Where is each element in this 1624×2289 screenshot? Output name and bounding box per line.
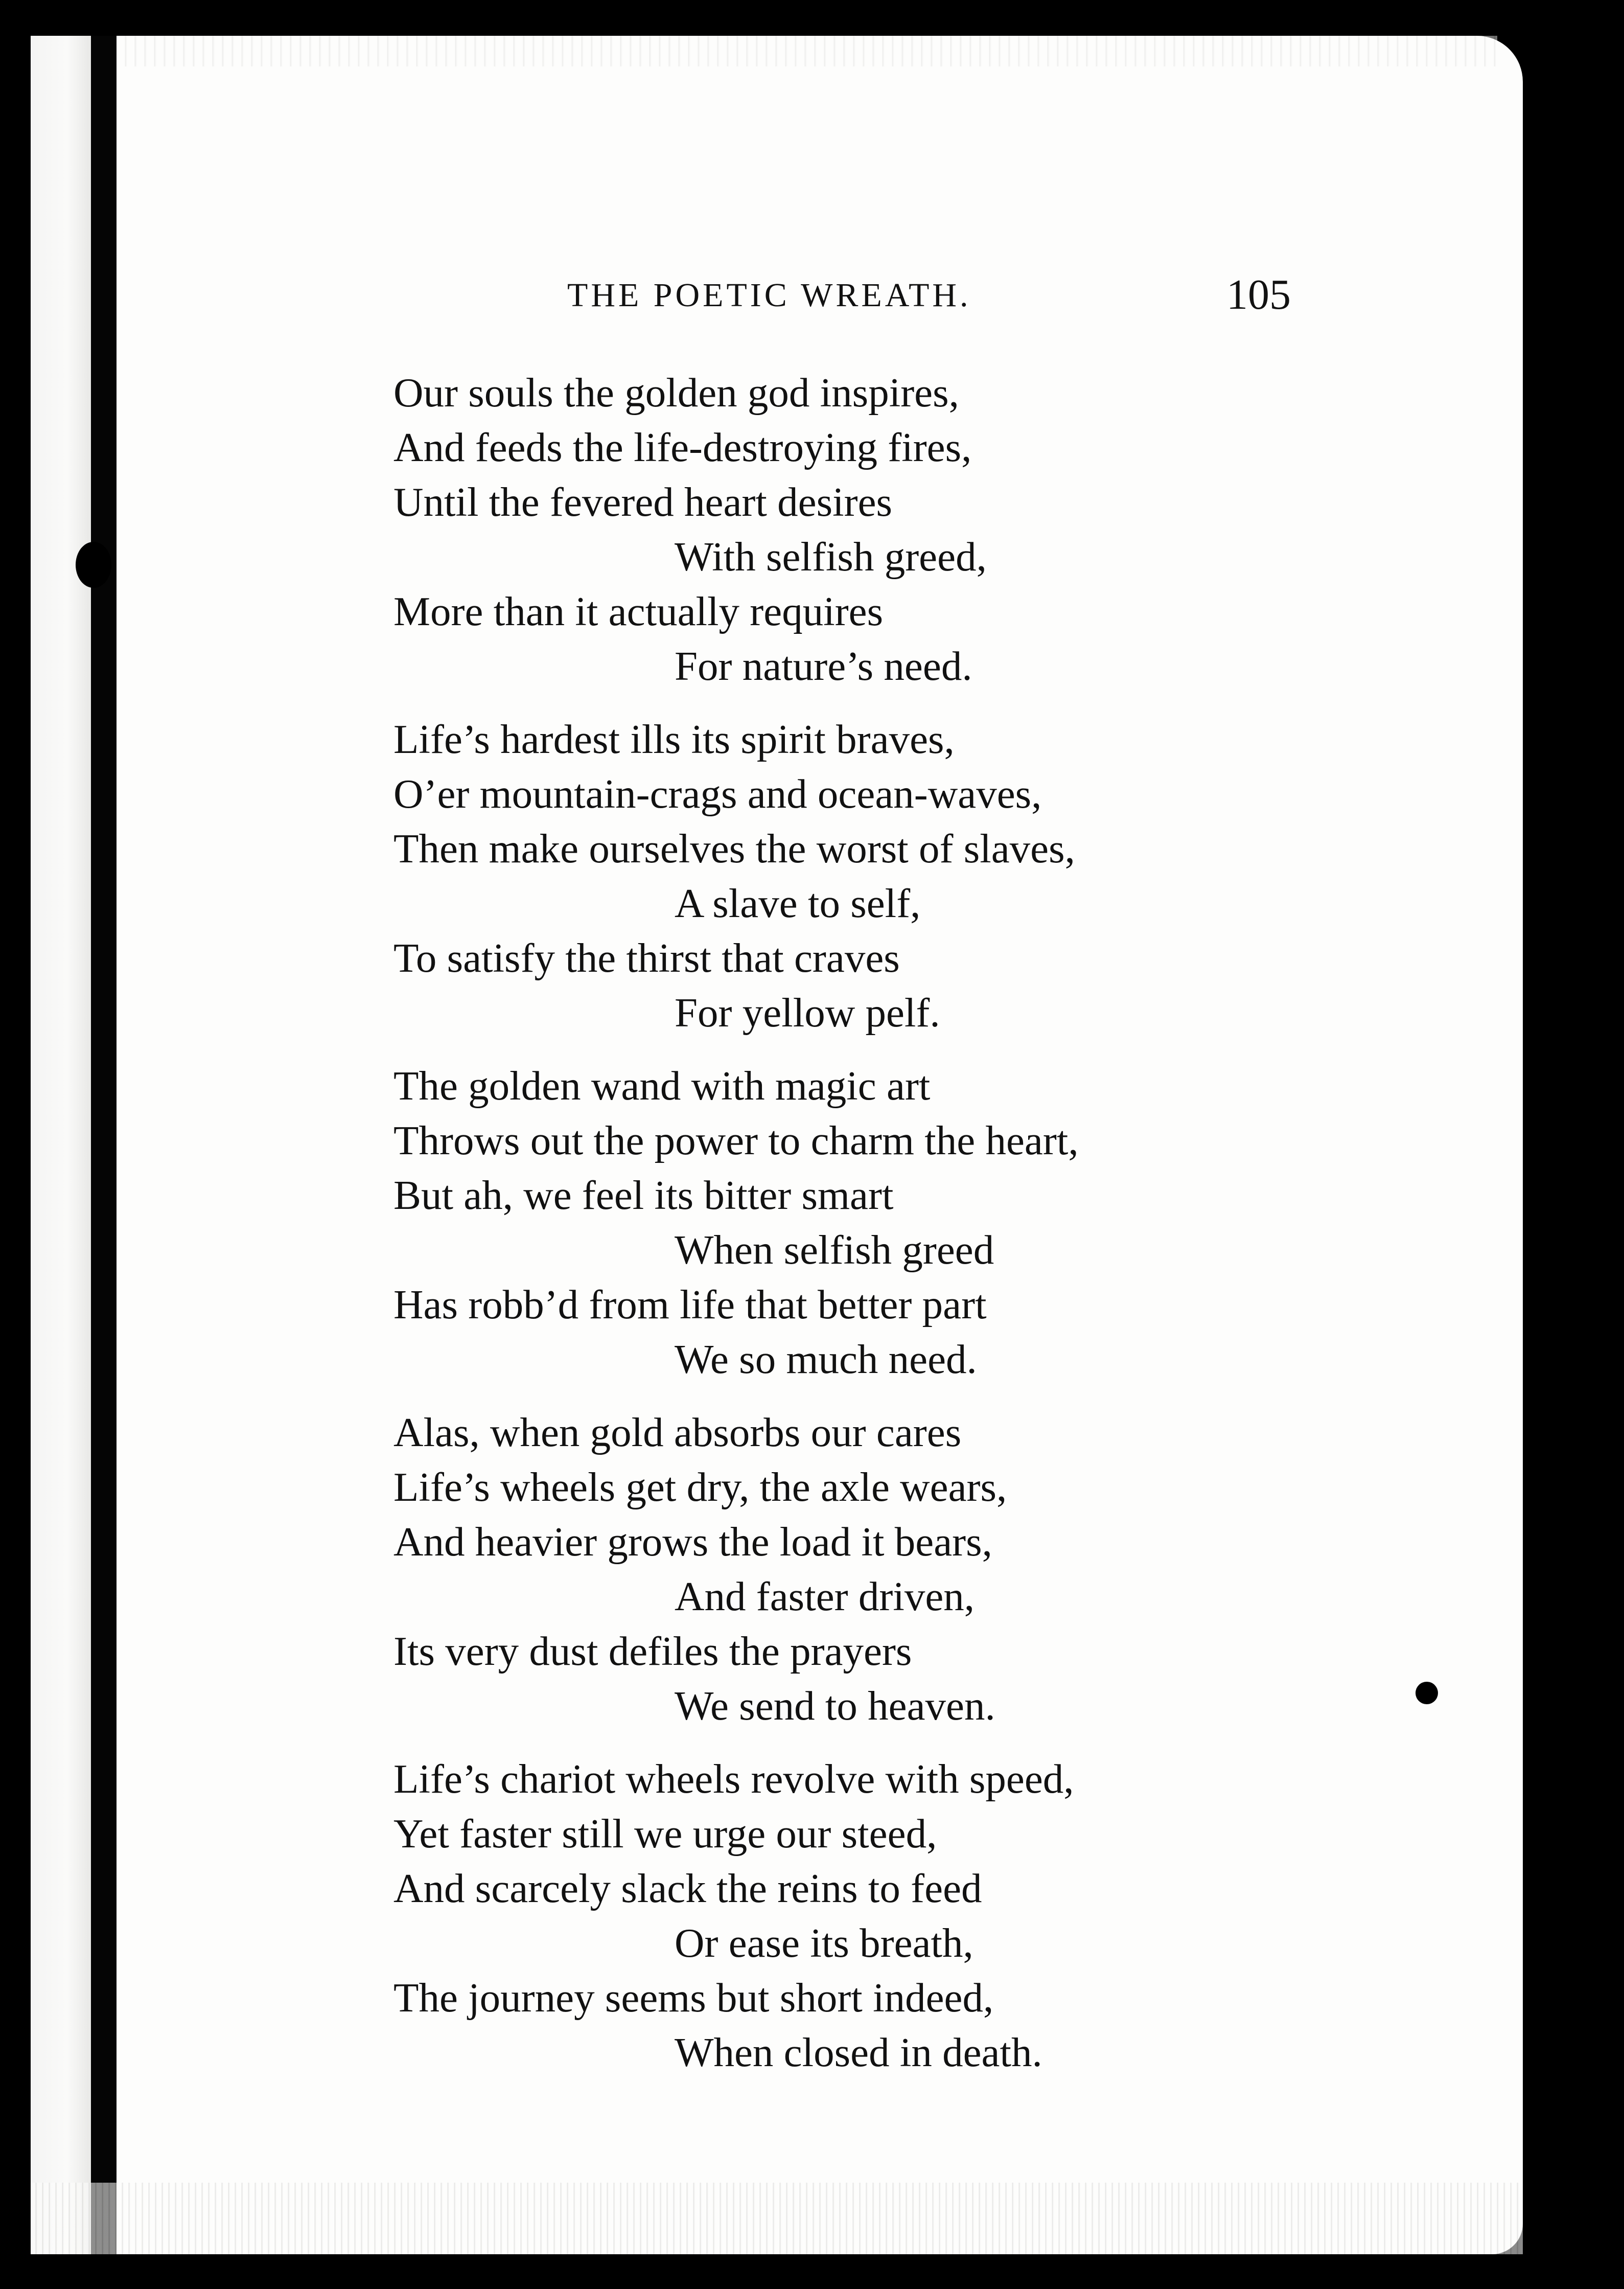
poem-line: Until the fevered heart desires xyxy=(393,479,893,525)
binding-margin xyxy=(31,36,91,2254)
poem-line: More than it actually requires xyxy=(393,588,884,634)
poem-line-indented: We so much need. xyxy=(675,1336,977,1382)
poem-line-indented: We send to heaven. xyxy=(675,1683,995,1729)
poem-line: And feeds the life-destroying fires, xyxy=(393,424,972,470)
stanza-5 xyxy=(393,1752,1364,2080)
poem-line: Then make ourselves the worst of slaves, xyxy=(393,826,1075,872)
running-title: THE POETIC WREATH. xyxy=(567,277,971,314)
poem-line-indented: When closed in death. xyxy=(675,2029,1042,2075)
poem-line: Alas, when gold absorbs our cares xyxy=(393,1409,962,1455)
poem-line: Life’s wheels get dry, the axle wears, xyxy=(393,1464,1007,1510)
poem-line: Life’s chariot wheels revolve with speed, xyxy=(393,1756,1074,1802)
binding-edge xyxy=(91,36,117,2254)
poem-line: Yet faster still we urge our steed, xyxy=(393,1811,937,1857)
binding-clip-mark xyxy=(76,542,111,588)
stanza-1 xyxy=(393,365,1364,694)
poem-line: And scarcely slack the reins to feed xyxy=(393,1865,982,1911)
poem-line: Its very dust defiles the prayers xyxy=(393,1628,912,1674)
poem-line: Our souls the golden god inspires, xyxy=(393,370,959,416)
poem-line-indented: And faster driven, xyxy=(675,1573,975,1619)
stanza-2 xyxy=(393,712,1364,1040)
poem-line-indented: Or ease its breath, xyxy=(675,1920,973,1966)
poem xyxy=(393,365,1364,2098)
poem-line: Life’s hardest ills its spirit braves, xyxy=(393,716,955,762)
top-edge-speckle xyxy=(118,36,1497,66)
poem-line-indented: When selfish greed xyxy=(675,1227,994,1273)
poem-line: The golden wand with magic art xyxy=(393,1063,931,1109)
poem-line: The journey seems but short indeed, xyxy=(393,1975,994,2021)
page-number: 105 xyxy=(1226,271,1291,318)
poem-line: Throws out the power to charm the heart, xyxy=(393,1117,1079,1163)
poem-line-indented: With selfish greed, xyxy=(675,534,987,580)
poem-line-indented: For yellow pelf. xyxy=(675,990,940,1036)
bottom-edge-speckle xyxy=(31,2183,1523,2254)
poem-line-indented: A slave to self, xyxy=(675,880,921,926)
poem-line: Has robb’d from life that better part xyxy=(393,1281,987,1327)
poem-line: But ah, we feel its bitter smart xyxy=(393,1172,894,1218)
poem-line: To satisfy the thirst that craves xyxy=(393,935,900,981)
poem-line: And heavier grows the load it bears, xyxy=(393,1519,992,1565)
stanza-3 xyxy=(393,1059,1364,1387)
stanza-4 xyxy=(393,1405,1364,1733)
poem-line: O’er mountain-crags and ocean-waves, xyxy=(393,771,1042,817)
ink-spot xyxy=(1416,1682,1438,1704)
poem-line-indented: For nature’s need. xyxy=(675,643,972,689)
